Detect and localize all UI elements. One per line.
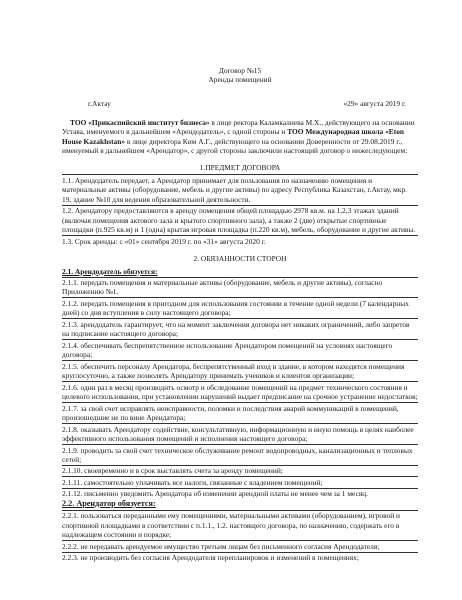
clause-2-1-4: 2.1.4. обеспечивать беспрепятственное использование Арендатором помещений на условиях настоящего договора;	[62, 340, 393, 360]
clause-2-2-1: 2.2.1. пользоваться переданными ему помещениями, материальными активами (оборудованием), игровой и спортивной площадками в соответствии с п.1.1., 1.2. настоящего договора, по назначению, содержать его в надлежащем состоянии и порядке;	[62, 511, 401, 540]
clause-2-1-12: 2.1.12. письменно уведомить Арендатора об изменении арендной платы не менее чем за 1 месяц.	[62, 489, 368, 499]
clause-1-3: 1.3. Срок аренды: с «01» сентября 2019 г. по «31» августа 2020 г.	[62, 236, 266, 246]
party1-name: ТОО «Прикаспийский институт бизнеса»	[70, 117, 210, 127]
subsection-2-2-heading: 2.2. Арендатор обязуется:	[62, 498, 156, 508]
clause-2-2-2: 2.2.2. не передавать арендуемое имущество третьим лицам без письменного согласия Арендодателя;	[62, 541, 380, 551]
subsection-2-1-heading: 2.1. Арендодатель обязуется:	[62, 266, 158, 276]
clause-2-1-11: 2.1.11. самостоятельно уплачивать все налоги, связанные с владением помещений;	[62, 477, 323, 487]
party2-details: в лице директора Ким А.Г., действующего на основании Доверенности от 29.08.2019 г., именуемый в дальнейшем «Арендатор», с другой стороны заключили настоящий договор о нижеследующем:	[62, 136, 408, 156]
clause-2-1-10: 2.1.10. своевременно и в срок выставлять счета за аренду помещений;	[62, 466, 283, 476]
intro-paragraph	[62, 118, 418, 156]
contract-title: Договор №15	[218, 66, 262, 75]
contract-subtitle: Аренды помещений	[208, 75, 272, 85]
section2-heading: 2. ОБЯЗАННОСТИ СТОРОН	[193, 254, 287, 264]
party2-name: ТОО Международная школа «Eton House Kazakhstan»	[62, 127, 404, 146]
clause-2-1-9: 2.1.9. проводить за свой счет техническое обслуживание ремонт водопроводных, канализационных и тепловых сетей;	[62, 445, 413, 464]
clause-2-1-8: 2.1.8. оказывать Арендатору содействие, консультативную, информационную и иную помощь в целях наиболее эффективного использования помещений и исполнения настоящего договора;	[62, 424, 414, 444]
section1-heading: 1.ПРЕДМЕТ ДОГОВОРА	[199, 162, 281, 172]
clause-2-1-6: 2.1.6. один раз в месяц производить осмотр и обследование помещений на предмет технического состояния и целевого использования, при установлении нарушений выдает предписание на срочное устранение недостатков;	[62, 382, 418, 402]
clause-2-1-3: 2.1.3. арендодатель гарантирует, что на момент заключения договора нет никаких ограничений, либо запретов на подписание настоящего договора;	[62, 319, 410, 339]
clause-2-1-1: 2.1.1. передать помещения и материальные активы (оборудование, мебель и другие активы), согласно Приложению №1.	[62, 278, 383, 297]
city: г.Актау	[88, 98, 111, 108]
clause-2-1-7: 2.1.7. за свой счет исправлять неисправности, поломки и последствия аварий коммуникаций в помещений, произошедшие не по вине Арендатора;	[62, 403, 399, 423]
clause-2-1-5: 2.1.5. обеспечить персоналу Арендатора, беспрепятственный вход в здание, в котором находятся помещения круглосуточно, а также позволять Арендатору принимать учеников и клиентов организации;	[62, 361, 405, 381]
party1-details: в лице ректора Каламкалиева М.Х., действующего на основании Устава, именуемого в дальнейшем «Арендодатель», с одной стороны и	[62, 117, 415, 137]
city-date-line	[62, 99, 418, 110]
contract-date: «29» августа 2019 г.	[343, 98, 406, 108]
clause-2-1-2: 2.1.2. передать помещения в пригодном для использования состоянии в течение одной недели (7 календарных дней) со дня вступления в силу настоящего договора;	[62, 298, 409, 318]
clause-1-2: 1.2. Арендатору предоставляются в аренду помещения общей площадью 2978 кв.м. на 1,2,3 этажах зданий (включая помещения актового зала и крытого спортивного зала), а также 2 (две) открытые спортивные площадки (п.925 кв.м) и 1 (одна) крытая игровая площадка (п.220 кв.м), мебель, оборудование и другие активы.	[62, 206, 416, 235]
clause-2-2-3: 2.2.3. не производить без согласия Арендодателя перепланировок и изменений в помещениях;	[62, 553, 359, 563]
clause-1-1: 1.1. Арендодатель передает, а Арендатор принимает для пользования по назначению помещения и материальные активы (оборудование, мебель и другие активы) по адресу Республика Казахстан, г.Актау, мкр. 19, здание №10 для ведения образовательной деятельности.	[62, 175, 407, 204]
document-body	[62, 66, 418, 563]
